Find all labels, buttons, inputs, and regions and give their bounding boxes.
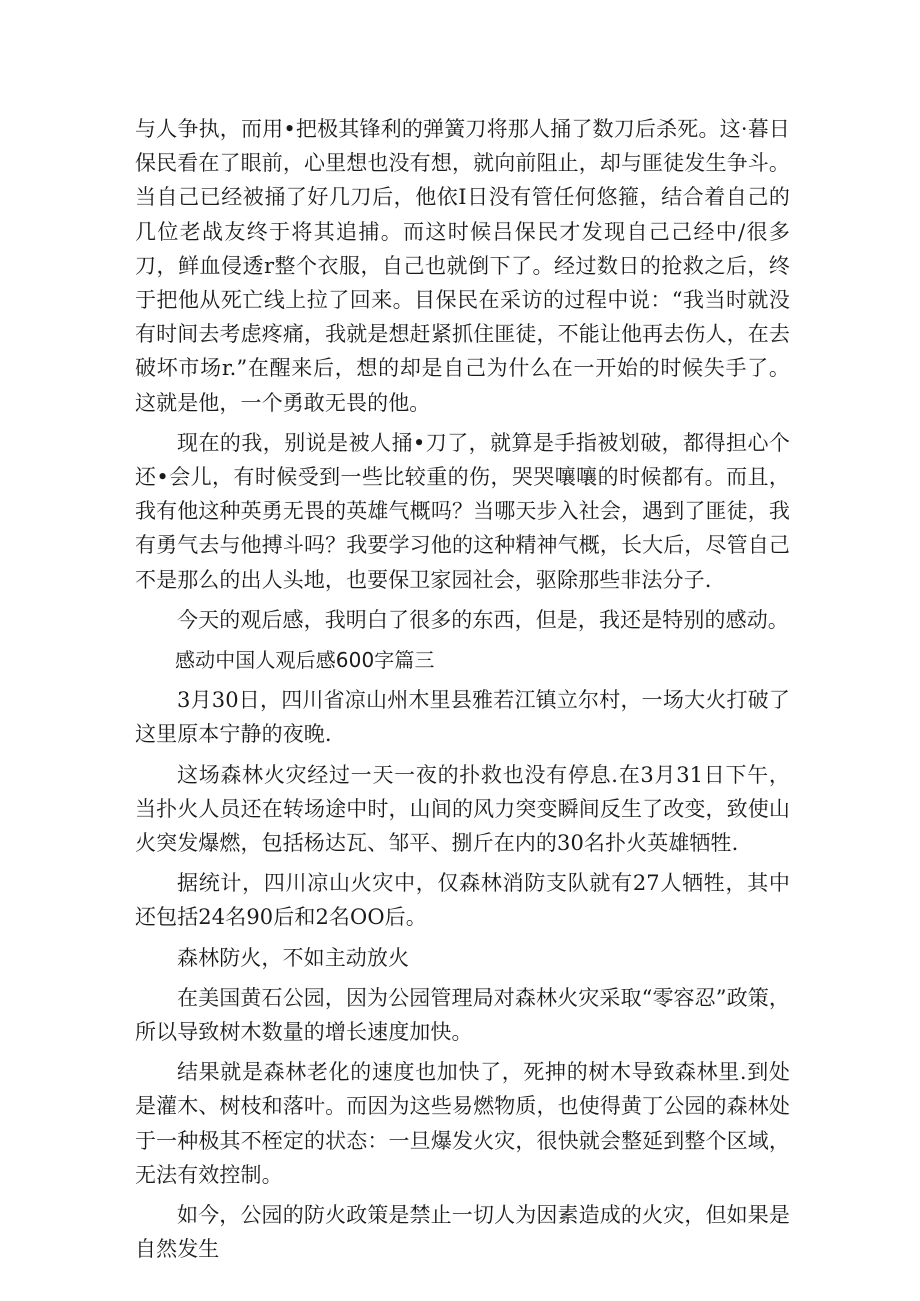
paragraph-3: 今天的观后感，我明白了很多的东西，但是，我还是特别的感动。 — [177, 607, 789, 632]
paragraph-1: 与人争执，而用•把极其锋利的弹簧刀将那人捅了数刀后杀死。这·暮日保民看在了眼前，心里想也没有想，就向前阻止，却与匪徒发生争斗。当自己已经被捅了好几刀后，他依I日没有管任何悠箍，结合着自己的几位老战友终于将其追捕。而这时候吕保民才发现自己己经中/很多刀，鲜血侵透r整个衣服，自己也就倒下了。经过数日的抢救之后，终于把他从死亡线上拉了回来。目保民在采访的过程中说：“我当时就没有时间去考虑疼痛，我就是想赶紧抓住匪徒，不能让他再去伤人，在去破坏市场r.”在醒来后，想的却是自己为什么在一开始的时候失手了。这就是他，一个勇敢无畏的他。 — [135, 117, 790, 415]
document-page — [135, 112, 790, 1273]
paragraph-11: 如今，公园的防火政策是禁止一切人为因素造成的火灾，但如果是自然发生 — [135, 1203, 790, 1262]
paragraph-6: 这场森林火灾经过一天一夜的扑救也没有停息.在3月31日下午，当扑火人员还在转场途中时，山间的风力突变瞬间反生了改变，致使山火突发爆燃，包括杨达瓦、邹平、捌斤在内的30名扑火英雄牺牲. — [135, 762, 790, 856]
paragraph-7: 据统计，四川凉山火灾中，仅森林消防支队就有27人牺牲，其中还包括24名90后和2名OO后。 — [135, 871, 790, 930]
subheading: 森林防火，不如主动放火 — [177, 945, 410, 970]
paragraph-5: 3月30日，四川省凉山州木里县雅若江镇立尔村，一场大火打破了这里原本宁静的夜晚. — [135, 688, 790, 747]
paragraph-2: 现在的我，别说是被人捅•刀了，就算是手指被划破，都得担心个还•会儿，有时候受到一些比较重的伤，哭哭嚷嚷的时候都有。而且，我有他这种英勇无畏的英雄气概吗？当哪天步入社会，遇到了匪徒，我有勇气去与他搏斗吗？我要学习他的这种精神气概，长大后，尽管自己不是那么的出人头地，也要保卫家园社会，驱除那些非法分子. — [135, 430, 790, 592]
paragraph-10: 结果就是森林老化的速度也加快了，死抻的树木导致森林里.到处是灌木、树枝和落叶。而因为这些易燃物质，也使得黄丁公园的森林处于一种极其不桎定的状态：一旦爆发火灾，很快就会整延到整个区域，无法有效控制。 — [135, 1060, 790, 1187]
paragraph-9: 在美国黄石公园，因为公园管理局对森林火灾采取“零容忍”政策，所以导致树木数量的增长速度加快。 — [135, 985, 790, 1045]
section-heading: 感动中国人观后感600字篇三 — [175, 648, 435, 673]
